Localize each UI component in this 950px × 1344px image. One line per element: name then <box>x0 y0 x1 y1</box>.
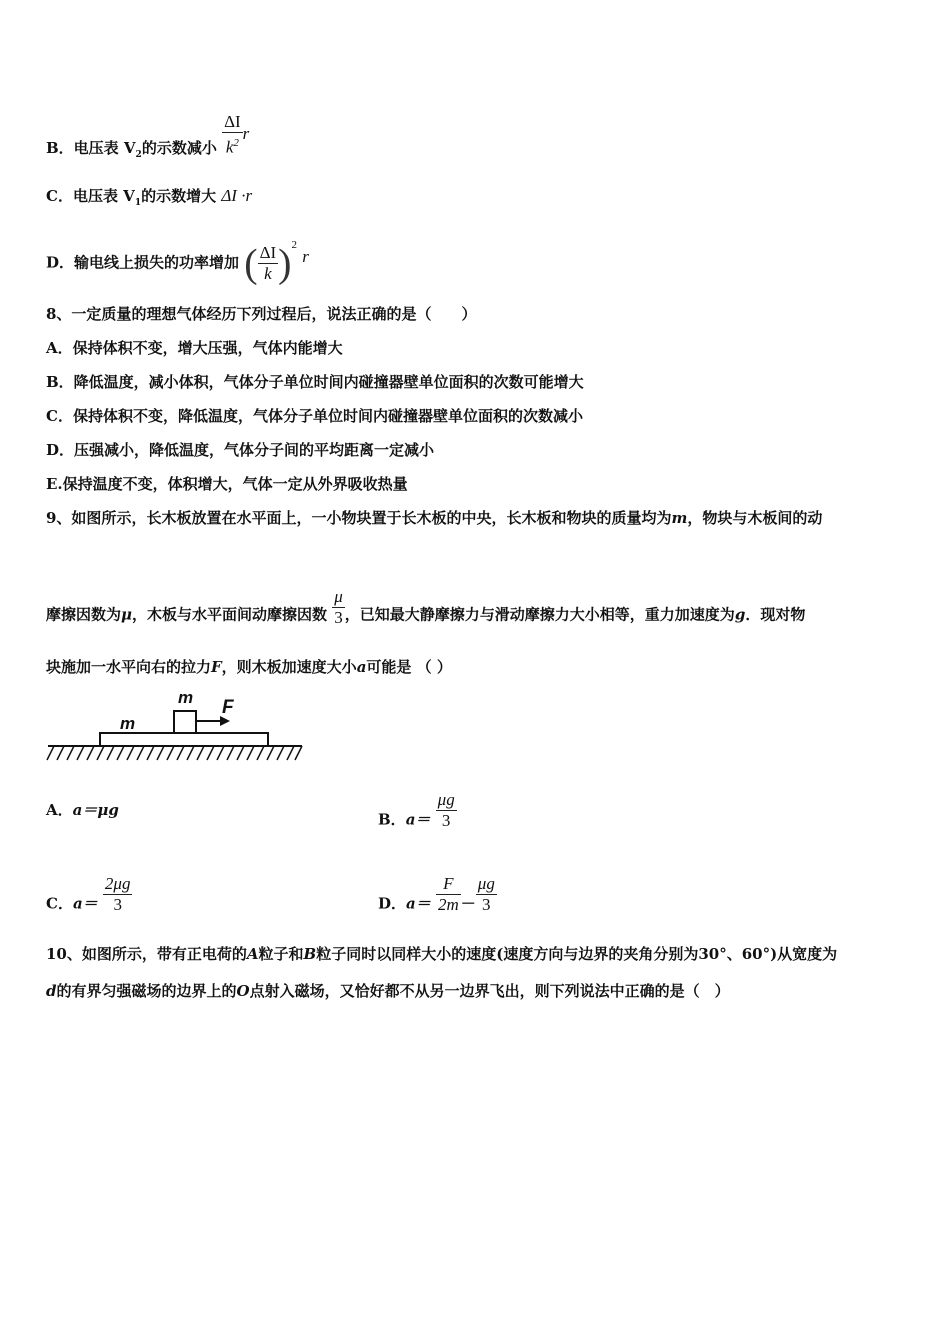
q9-line3-c: 可能是 （ ） <box>366 658 452 676</box>
q9-line2-fraction <box>332 587 345 628</box>
q9-figure <box>44 684 306 766</box>
q9-c-lhs: a＝ <box>72 894 98 913</box>
q8-stem: 8、一定质量的理想气体经历下列过程后，说法正确的是（ ） <box>46 305 477 323</box>
q7-b-num: ΔI <box>224 112 241 131</box>
q9-d-label: D． <box>378 894 407 913</box>
q9-d-lhs: a＝ <box>406 894 431 913</box>
q9-b-lhs: a＝ <box>405 810 431 829</box>
q7-b-text: 的示数减小 <box>141 138 217 157</box>
q10-line1-b: 粒子和 <box>258 945 304 963</box>
q7-b-den-exp: 2 <box>233 137 239 149</box>
q7-option-d <box>46 238 309 286</box>
q10-line1-a: 10、如图所示，带有正电荷的 <box>46 945 247 963</box>
q9-line1 <box>46 508 822 528</box>
q7-d-rparen: ) <box>278 240 292 286</box>
q9-line2-a: 摩擦因数为 <box>46 605 122 624</box>
q9-d-fraction-1 <box>436 874 461 915</box>
q8-option-a: A．保持体积不变，增大压强，气体内能增大 <box>46 339 343 357</box>
q9-d-num2: μg <box>477 874 495 893</box>
q9-line3-F: F <box>211 658 222 676</box>
q7-b-label: B．电压表 V <box>46 138 136 157</box>
q7-b-sub: 2 <box>135 149 142 160</box>
label-block-m: m <box>178 688 194 707</box>
q7-b-den <box>222 133 243 158</box>
q7-c-sub: 1 <box>134 198 142 208</box>
q10-line2 <box>46 981 730 1001</box>
q9-c-label: C． <box>46 894 73 913</box>
q7-b-fraction <box>222 112 243 158</box>
q7-b-tail: r <box>242 123 250 143</box>
q7-option-c <box>46 186 252 213</box>
q9-line2 <box>46 587 806 636</box>
q8-option-d: D．压强减小，降低温度，气体分子间的平均距离一定减小 <box>46 441 435 459</box>
q9-a-label: A． <box>46 801 73 819</box>
small-block <box>174 711 196 733</box>
q9-d-num1: F <box>436 874 461 895</box>
q7-d-den: k <box>264 264 272 283</box>
q9-d-minus: － <box>460 894 476 913</box>
q9-line1-m: m <box>671 509 688 527</box>
q7-d-tail: r <box>302 246 309 266</box>
q10-line2-O: O <box>236 982 250 1000</box>
label-force-F: F <box>222 697 234 718</box>
q8-option-e: E.保持温度不变，体积增大，气体一定从外界吸收热量 <box>46 475 408 493</box>
q7-c-math: ΔI ·r <box>221 186 253 205</box>
ground-hatching <box>47 746 302 760</box>
q8-option-c: C．保持体积不变，降低温度，气体分子单位时间内碰撞器壁单位面积的次数减小 <box>46 407 583 425</box>
q7-d-fraction <box>258 243 279 284</box>
q10-line1-c: 粒子同时以同样大小的速度(速度方向与边界的夹角分别为30°、60°)从宽度为 <box>316 945 838 963</box>
q10-line1-B: B <box>303 945 317 963</box>
label-board-m: m <box>120 714 136 733</box>
q9-option-a <box>46 800 119 820</box>
long-board <box>100 733 268 746</box>
q10-line2-b: 点射入磁场，又恰好都不从另一边界飞出，则下列说法中正确的是（ ） <box>249 982 730 1000</box>
q9-line3-a-var: a <box>356 658 367 676</box>
q7-d-lparen: ( <box>244 240 258 286</box>
q7-c-text: 的示数增大 <box>141 187 217 205</box>
q9-c-fraction <box>103 874 133 915</box>
q9-d-den2: 3 <box>482 895 491 914</box>
q9-a-expr: a＝μg <box>72 801 119 819</box>
q9-line2-b: ，木板与水平面间动摩擦因数 <box>132 605 328 624</box>
q9-line3-b: ，则木板加速度大小 <box>221 658 357 676</box>
q8-option-b: B．降低温度，减小体积，气体分子单位时间内碰撞器壁单位面积的次数可能增大 <box>46 373 584 391</box>
q9-line3-a: 块施加一水平向右的拉力 <box>46 658 212 676</box>
q10-line2-a: 的有界匀强磁场的边界上的 <box>56 982 237 1000</box>
q7-d-text: D．输电线上损失的功率增加 <box>46 253 240 272</box>
q9-b-num: μg <box>437 790 455 809</box>
q9-d-den1: 2m <box>437 895 459 914</box>
q9-d-fraction-2 <box>476 874 497 915</box>
q9-c-num: 2μg <box>104 874 131 893</box>
q7-d-num: ΔI <box>259 243 277 262</box>
q9-line2-g: g <box>734 605 746 624</box>
q9-line1-b: ，物块与木板间的动 <box>687 509 823 527</box>
q9-line2-c: ，已知最大静摩擦力与滑动摩擦力大小相等，重力加速度为 <box>344 605 735 624</box>
q9-line2-frac-den: 3 <box>334 608 343 627</box>
q7-b-den-k: k <box>225 137 234 157</box>
q7-d-exp: 2 <box>291 238 297 251</box>
q7-c-label: C．电压表 V <box>46 187 135 205</box>
q9-line1-a: 9、如图所示，长木板放置在水平面上，一小物块置于长木板的中央，长木板和物块的质量均为 <box>46 509 672 527</box>
q9-b-fraction <box>436 790 457 831</box>
q9-line2-frac-num: μ <box>334 587 343 606</box>
q9-b-den: 3 <box>441 811 451 830</box>
q10-line2-d: d <box>46 982 57 1000</box>
q9-line3 <box>46 657 452 677</box>
q9-line2-d: ．现对物 <box>745 605 806 624</box>
q10-line1 <box>46 944 837 964</box>
q9-b-label: B． <box>378 810 406 829</box>
q10-line1-A: A <box>246 945 259 963</box>
q9-line2-mu: μ <box>121 605 132 624</box>
q9-c-den: 3 <box>113 895 122 914</box>
